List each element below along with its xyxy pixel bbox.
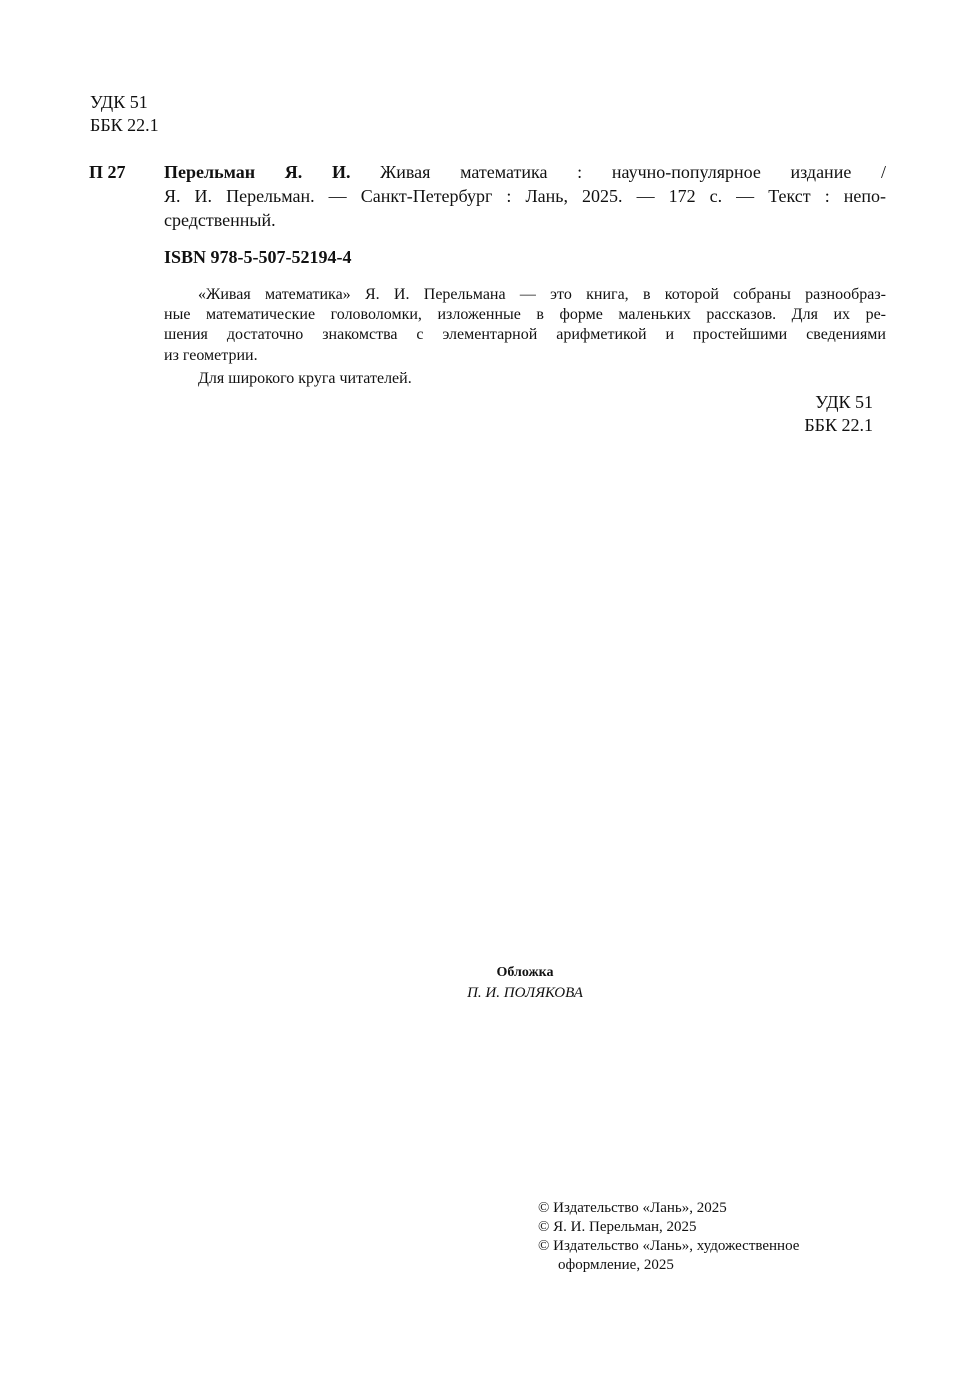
biblio-author: Перельман Я. И. xyxy=(164,162,351,182)
annotation-line-2: ные математические головоломки, изложенные в форме маленьких рассказов. Для их ре- xyxy=(164,306,886,323)
cover-artist: П. И. ПОЛЯКОВА xyxy=(467,985,583,1001)
bbk-right: ББК 22.1 xyxy=(804,415,873,435)
cover-label: Обложка xyxy=(496,965,554,980)
copyright-line-4: оформление, 2025 xyxy=(558,1257,674,1273)
biblio-title: Живая математика : научно-популярное издание / xyxy=(350,162,886,182)
isbn: ISBN 978-5-507-52194-4 xyxy=(164,247,352,267)
biblio-line-3: средственный. xyxy=(164,210,276,230)
audience-note: Для широкого круга читателей. xyxy=(198,370,412,387)
biblio-line-1 xyxy=(164,161,886,183)
author-code: П 27 xyxy=(89,162,126,182)
bbk-top: ББК 22.1 xyxy=(90,115,159,135)
copyright-line-1: © Издательство «Лань», 2025 xyxy=(538,1200,727,1216)
copyright-line-3: © Издательство «Лань», художественное xyxy=(538,1238,800,1254)
biblio-line-2: Я. И. Перельман. — Санкт-Петербург : Лань, 2025. — 172 с. — Текст : непо- xyxy=(164,186,886,206)
udk-right: УДК 51 xyxy=(815,392,873,412)
annotation-line-1: «Живая математика» Я. И. Перельмана — это книга, в которой собраны разнообраз- xyxy=(198,286,886,303)
copyright-line-2: © Я. И. Перельман, 2025 xyxy=(538,1219,697,1235)
udk-top: УДК 51 xyxy=(90,92,148,112)
annotation-line-4: из геометрии. xyxy=(164,347,258,364)
annotation-line-3: шения достаточно знакомства с элементарной арифметикой и простейшими сведениями xyxy=(164,326,886,343)
